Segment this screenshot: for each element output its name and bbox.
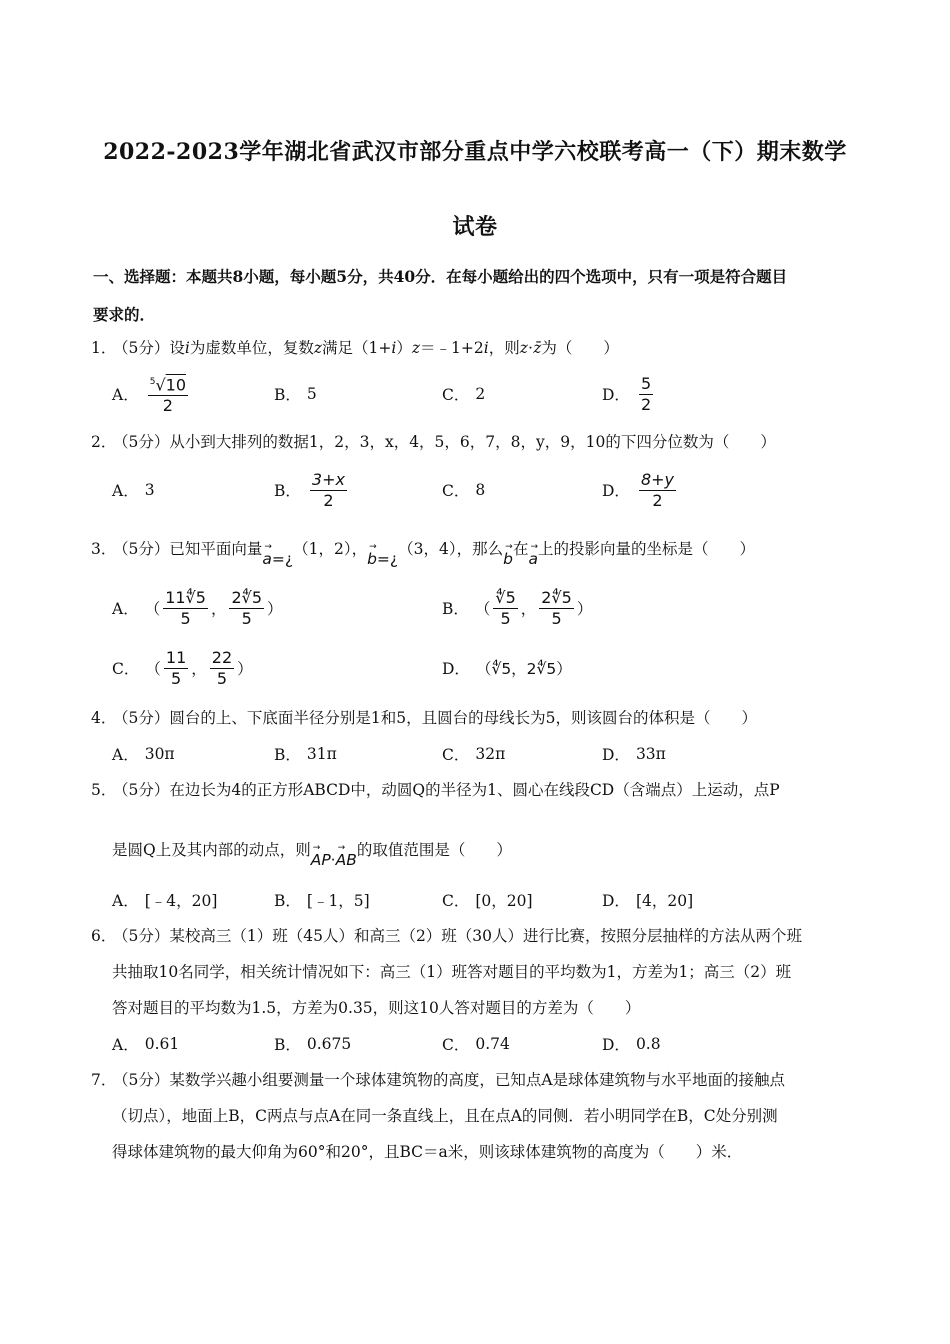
fraction <box>310 470 347 511</box>
q-text: ＝﹣1+2 <box>420 339 484 357</box>
fraction-denominator: 5 <box>500 608 511 628</box>
q-text: 上的投影向量的坐标是（ ） <box>537 540 755 558</box>
option-label: D． <box>602 1036 630 1054</box>
option-b[interactable] <box>274 734 337 774</box>
option-value: 0.8 <box>635 1035 661 1053</box>
option-value: 3 <box>144 481 155 499</box>
option-a[interactable] <box>112 734 175 774</box>
option-d[interactable] <box>602 880 693 920</box>
question-7 <box>91 1062 866 1098</box>
var-z: z <box>313 339 323 357</box>
question-7-line2: （切点），地面上B，C两点与点A在同一条直线上，且在点A的同侧．若小明同学在B，C处分别测 <box>112 1107 778 1125</box>
question-2-options <box>112 470 872 510</box>
q-text: 为虚数单位，复数 <box>189 339 314 357</box>
fraction-denominator: 2 <box>640 394 652 414</box>
fraction-denominator: 2 <box>323 490 334 510</box>
option-label: D． <box>602 746 630 764</box>
option-b[interactable] <box>274 1024 351 1064</box>
question-1-options <box>112 374 872 414</box>
q-text: （5分）某校高三（1）班（45人）和高三（2）班（30人）进行比赛，按照分层抽样的方法从两个班 <box>113 927 803 945</box>
question-number: 5． <box>91 781 117 799</box>
question-6 <box>91 918 866 954</box>
option-label: B． <box>274 746 301 764</box>
option-label: C． <box>442 386 470 404</box>
option-label: A． <box>112 1036 139 1054</box>
option-d[interactable] <box>602 1024 661 1064</box>
option-label: B． <box>274 386 301 404</box>
equals: =¿ <box>376 550 399 568</box>
option-value: [﹣1，5] <box>306 892 370 910</box>
q-text: ，则 <box>488 339 520 357</box>
option-a[interactable] <box>112 880 217 920</box>
fraction <box>148 372 188 416</box>
q-text: ） <box>396 339 412 357</box>
q-text: （1，2）， <box>293 540 368 558</box>
q-text: （5分）从小到大排列的数据1，2，3，x，4，5，6，7，8，y，9，10的下四分位数为（ ） <box>113 433 776 451</box>
option-value: [0，20] <box>475 892 533 910</box>
vector-ap: → AP <box>311 836 331 878</box>
option-c[interactable] <box>442 734 505 774</box>
option-value: 31π <box>306 745 337 763</box>
q-text: （5分）在边长为4的正方形ABCD中，动圆Q的半径为1、圆心在线段CD（含端点）上运动，点P <box>113 781 780 799</box>
vector-a: → a <box>262 535 272 577</box>
option-d[interactable] <box>602 374 656 414</box>
question-5-line2 <box>112 826 867 868</box>
option-label: C． <box>442 892 470 910</box>
option-b[interactable] <box>274 374 317 414</box>
fraction <box>210 648 234 689</box>
fraction-denominator: 5 <box>170 668 182 688</box>
fraction-numerator: 22 <box>211 647 233 667</box>
option-label: A． <box>112 892 139 910</box>
option-a[interactable] <box>112 374 191 414</box>
option-label: A． <box>112 386 139 404</box>
fraction <box>539 588 574 629</box>
option-label: B． <box>274 1036 301 1054</box>
question-1 <box>91 330 866 366</box>
question-number: 3． <box>91 540 117 558</box>
vector-b: → b <box>367 535 377 577</box>
option-b[interactable]: B． （ $\frac{∜5}{5}$ ， $\frac{2∜5}{5}$ ） <box>442 587 593 628</box>
question-number: 7． <box>91 1071 117 1089</box>
option-c[interactable] <box>442 470 485 510</box>
option-d[interactable] <box>442 648 572 688</box>
fraction-denominator: 5 <box>180 608 191 628</box>
option-value: 2 <box>475 385 486 403</box>
root-index: 5 <box>149 376 156 387</box>
option-value: 0.61 <box>144 1035 180 1053</box>
q-text: 为（ ） <box>541 339 619 357</box>
option-value: 30π <box>144 745 175 763</box>
fraction-numerator: 11∜5 <box>165 587 206 607</box>
q-text: （5分）设 <box>113 339 185 357</box>
q-text: （5分）已知平面向量 <box>113 540 263 558</box>
option-label: D． <box>602 892 630 910</box>
option-label: C． <box>442 1036 470 1054</box>
fraction <box>493 588 517 629</box>
question-3-options-row2 <box>112 648 872 688</box>
option-value: [﹣4，20] <box>144 892 218 910</box>
dot-operator: · <box>330 851 336 869</box>
question-6-line2: 共抽取10名同学，相关统计情况如下：高三（1）班答对题目的平均数为1，方差为1；高三（2）班 <box>112 963 792 981</box>
fraction-denominator: 5 <box>551 608 562 628</box>
question-3-options-row1 <box>112 588 872 628</box>
fraction <box>229 588 264 629</box>
option-c[interactable]: C． （ $\frac{11}{5}$ ， $\frac{22}{5}$ ） <box>112 647 253 688</box>
option-a[interactable]: A． （ $\frac{11∜5}{5}$ ， $\frac{2∜5}{5}$ ） <box>112 587 283 628</box>
option-a[interactable] <box>112 470 155 510</box>
equals: =¿ <box>271 550 294 568</box>
var-z: z <box>411 339 421 357</box>
option-label: C． <box>442 746 470 764</box>
option-c[interactable] <box>442 880 533 920</box>
fraction-numerator: 5 <box>640 373 652 393</box>
option-c[interactable] <box>442 1024 510 1064</box>
question-5-options <box>112 880 872 920</box>
option-value: 32π <box>475 745 506 763</box>
question-6-options <box>112 1024 872 1064</box>
option-label: D． <box>602 482 630 500</box>
option-label: D． <box>442 660 470 678</box>
vector-b: → b <box>503 535 513 577</box>
fraction <box>164 648 188 689</box>
question-4 <box>91 700 866 736</box>
question-4-options <box>112 734 872 774</box>
fraction-denominator: 5 <box>241 608 252 628</box>
question-6-line3: 答对题目的平均数为1.5，方差为0.35，则这10人答对题目的方差为（ ） <box>112 999 641 1017</box>
var-i: i <box>391 339 397 357</box>
q-text: 满足（1+ <box>322 339 392 357</box>
option-value: 0.675 <box>306 1035 352 1053</box>
question-number: 4． <box>91 709 117 727</box>
vector-ab: → AB <box>336 836 357 878</box>
fraction-numerator: 11 <box>165 647 187 667</box>
option-label: C． <box>442 482 470 500</box>
fraction-numerator: $^5$√10 <box>148 372 188 396</box>
option-value: [4，20] <box>635 892 694 910</box>
var-i: i <box>184 339 190 357</box>
z-conj-expr: z⋅z̄ <box>519 339 542 357</box>
vector-a: → a <box>528 535 538 577</box>
option-label: B． <box>274 482 301 500</box>
question-5 <box>91 772 866 808</box>
question-3 <box>91 525 866 567</box>
option-value: （∜5，2∜5） <box>475 660 572 678</box>
option-value: 8 <box>475 481 486 499</box>
q-text: （5分）圆台的上、下底面半径分别是1和5，且圆台的母线长为5，则该圆台的体积是（ ） <box>113 709 757 727</box>
fraction <box>639 470 676 511</box>
option-b[interactable] <box>274 880 370 920</box>
q-text: 是圆Q上及其内部的动点，则 <box>112 841 311 859</box>
option-label: C． <box>112 660 140 678</box>
fraction-numerator: ∜5 <box>495 587 516 607</box>
page-title-line2: 试卷 <box>452 214 498 240</box>
fraction <box>163 588 208 629</box>
option-label: B． <box>442 600 469 618</box>
option-label: A． <box>112 746 139 764</box>
fraction-numerator: 2∜5 <box>231 587 263 607</box>
q-text: （3，4），那么 <box>398 540 504 558</box>
option-value: 0.74 <box>475 1035 510 1053</box>
question-number: 1． <box>91 339 117 357</box>
option-b[interactable] <box>274 470 350 510</box>
q-text: （5分）某数学兴趣小组要测量一个球体建筑物的高度，已知点A是球体建筑物与水平地面的接触点 <box>113 1071 786 1089</box>
section-heading-line1: 一、选择题：本题共8小题，每小题5分，共40分．在每小题给出的四个选项中，只有一项是符合题目 <box>93 267 788 286</box>
question-number: 6． <box>91 927 117 945</box>
q-text: 在 <box>512 540 529 558</box>
fraction <box>639 374 653 415</box>
option-d[interactable] <box>602 734 666 774</box>
option-c[interactable] <box>442 374 485 414</box>
radicand: 10 <box>165 375 186 395</box>
option-d[interactable] <box>602 470 679 510</box>
section-heading <box>93 258 863 334</box>
fraction-denominator: 5 <box>216 668 228 688</box>
page-title-line1: 2022-2023学年湖北省武汉市部分重点中学六校联考高一（下）期末数学 <box>103 139 847 165</box>
fraction-numerator: 3+x <box>311 469 345 489</box>
fraction-denominator: 2 <box>162 396 173 416</box>
option-label: B． <box>274 892 301 910</box>
option-a[interactable] <box>112 1024 179 1064</box>
fraction-denominator: 2 <box>652 490 663 510</box>
option-value: 5 <box>306 385 317 403</box>
option-label: D． <box>602 386 630 404</box>
q-text: 的取值范围是（ ） <box>356 841 512 859</box>
option-value: 33π <box>635 745 666 763</box>
var-i: i <box>483 339 489 357</box>
section-heading-line2: 要求的． <box>93 305 156 324</box>
fraction-numerator: 8+y <box>640 469 674 489</box>
question-2 <box>91 424 866 460</box>
option-label: A． <box>112 482 139 500</box>
option-label: A． <box>112 600 139 618</box>
question-number: 2． <box>91 433 117 451</box>
fraction-numerator: 2∜5 <box>541 587 572 607</box>
question-7-line3: 得球体建筑物的最大仰角为60°和20°，且BC＝a米，则该球体建筑物的高度为（ ）米． <box>112 1143 743 1161</box>
